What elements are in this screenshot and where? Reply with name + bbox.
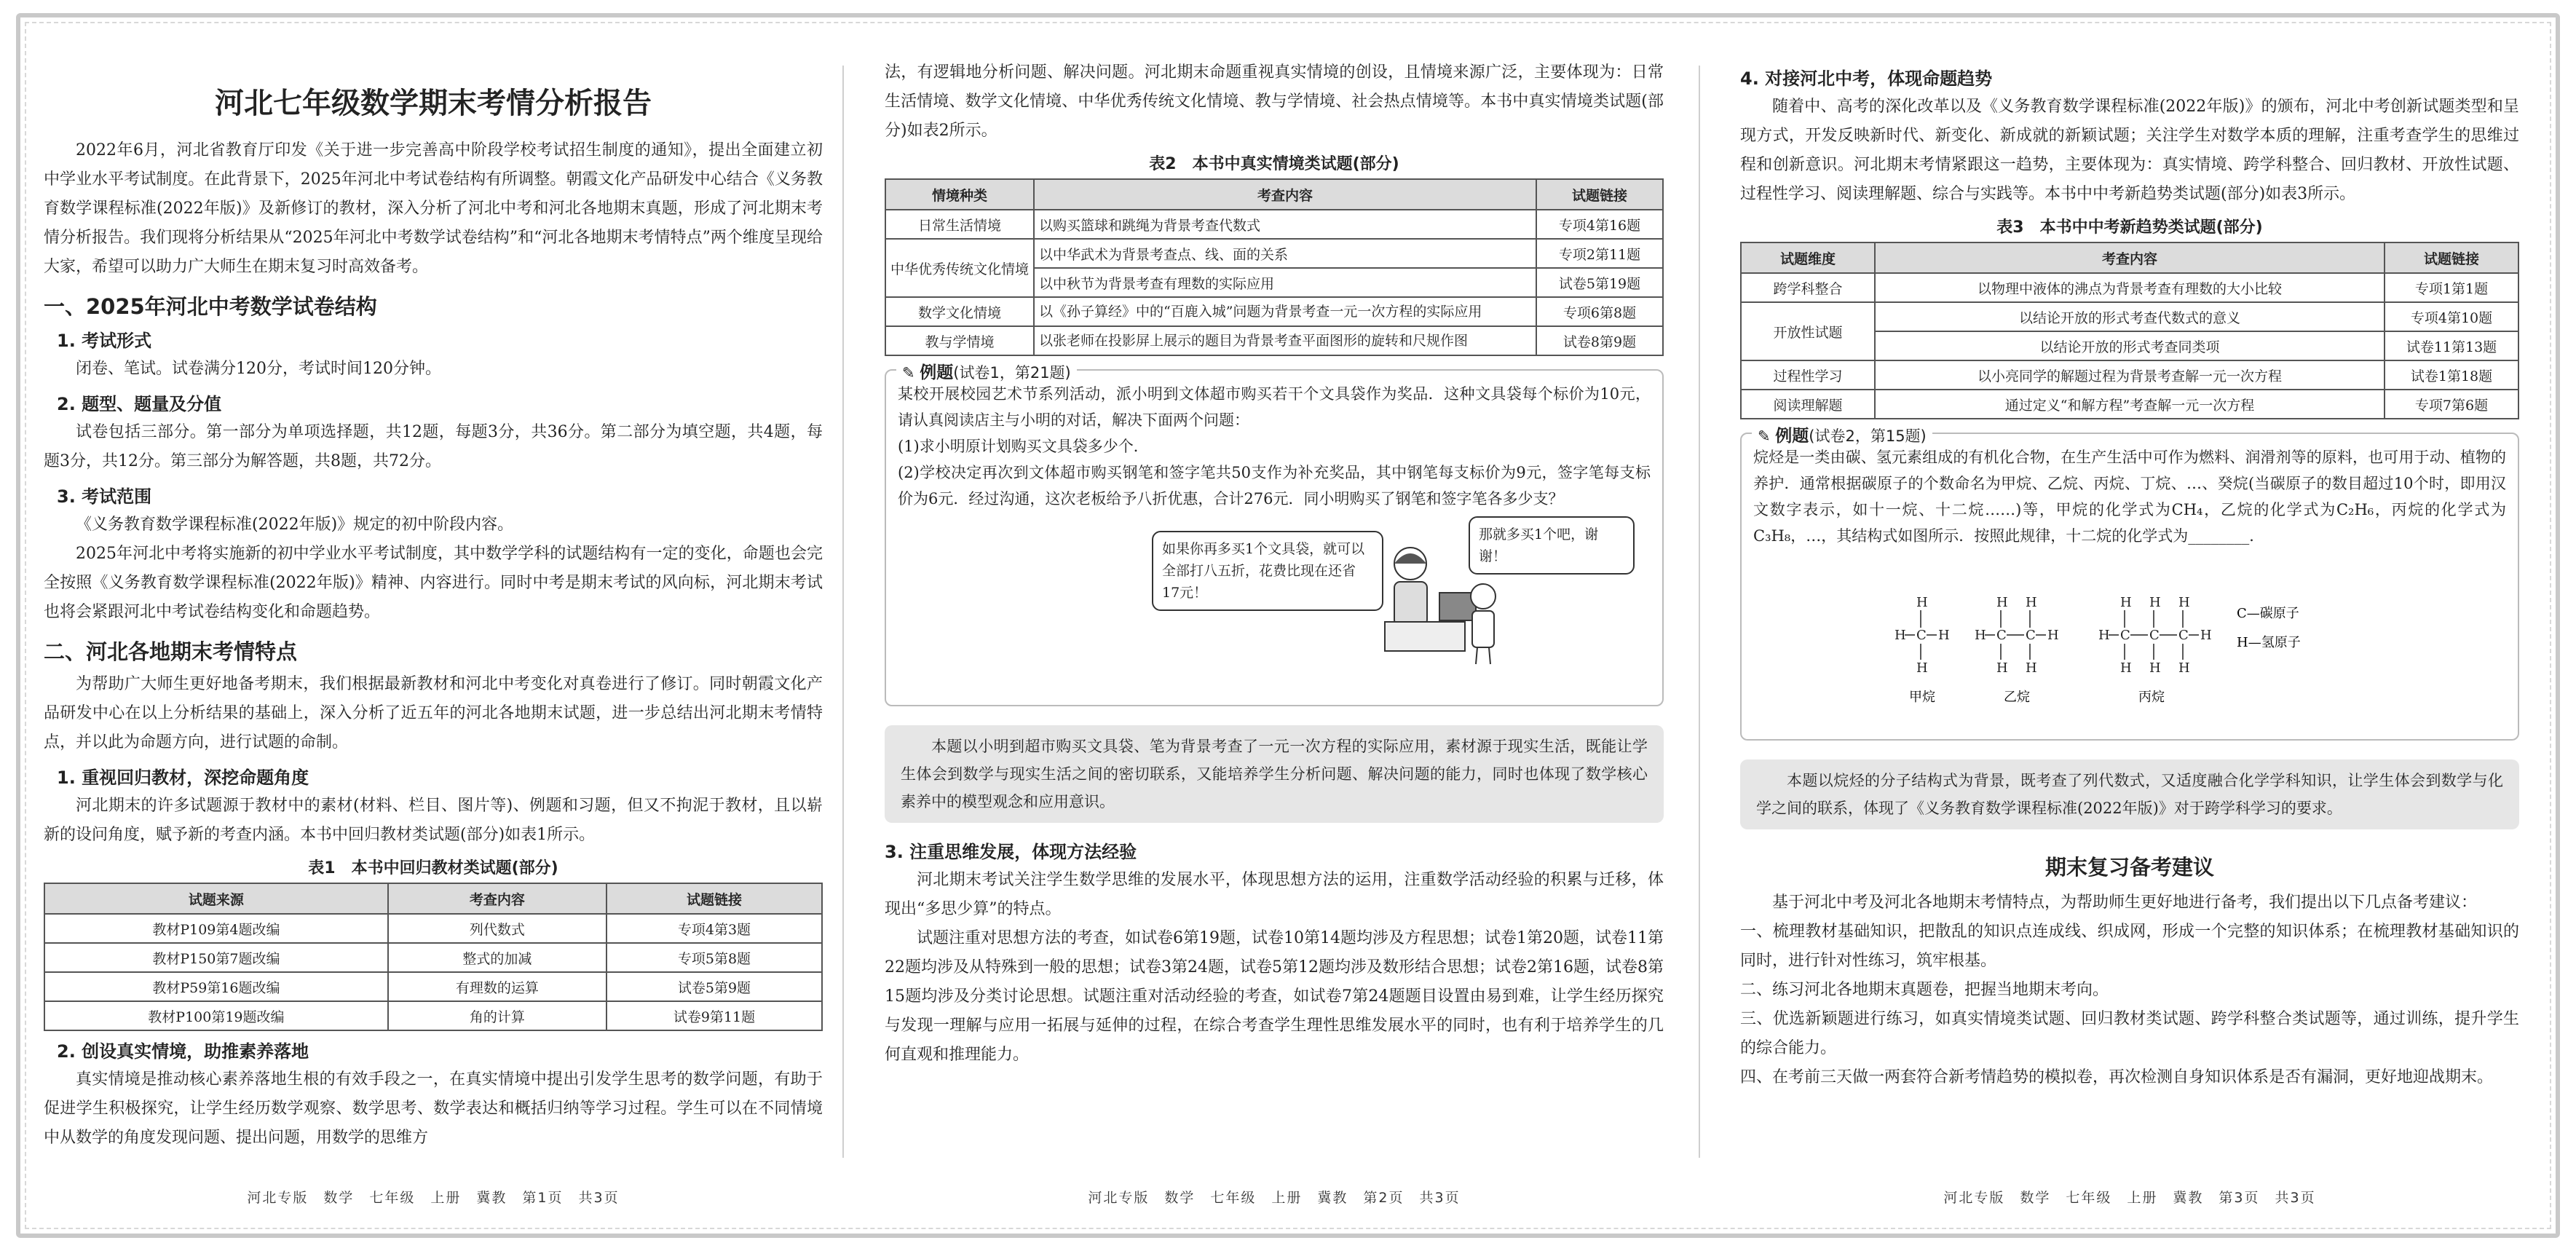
example-question: (1)求小明原计划购买文具袋多少个． [898, 438, 1149, 455]
svg-text:H: H [2149, 660, 2161, 676]
example-text: 某校开展校园艺术节系列活动，派小明到文体超市购买若干个文具袋作为奖品．这种文具袋每个标价为10元，请认真阅读店主与小明的对话，解决下面两个问题： [898, 385, 1651, 429]
table-cell: 日常生活情境 [885, 210, 1034, 239]
table-cell: 通过定义“和解方程”考查解一元一次方程 [1875, 390, 2385, 419]
table-row [1741, 302, 2518, 331]
example-label: ✎ 例题(试卷2，第15题) [1752, 422, 1932, 446]
subsection-heading: 2. 创设真实情境，助推素养落地 [57, 1041, 309, 1062]
speech-bubble: 那就多买1个吧，谢谢！ [1469, 516, 1635, 575]
svg-text:C: C [2149, 628, 2160, 643]
example-box [885, 363, 1664, 706]
section-heading: 二、河北各地期末考情特点 [44, 639, 298, 664]
table-cell: 以购买篮球和跳绳为背景考查代数式 [1034, 210, 1536, 239]
paragraph: 试卷包括三部分。第一部分为单项选择题，共12题，每题3分，共36分。第二部分为填空题，共4题，每题3分，共12分。第三部分为解答题，共8题，共72分。 [44, 423, 823, 470]
svg-text:H: H [2200, 628, 2212, 643]
svg-text:H: H [2178, 660, 2190, 676]
svg-text:H: H [2120, 595, 2132, 610]
page-1-column [44, 58, 823, 1158]
table-cell: 试卷11第13题 [2385, 331, 2518, 360]
document-title: 河北七年级数学期末考情分析报告 [215, 87, 652, 120]
svg-text:C: C [2178, 628, 2189, 643]
molecule-name: 丙烷 [2138, 690, 2165, 705]
svg-text:H: H [1916, 595, 1928, 610]
svg-text:C: C [1996, 628, 2007, 643]
svg-text:H: H [2149, 595, 2161, 610]
example-text: 烷烃是一类由碳、氢元素组成的有机化合物，在生产生活中可作为燃料、润滑剂等的原料，也可用于动、植物的养护．通常根据碳原子的个数命名为甲烷、乙烷、丙烷、丁烷、…、癸烷(当碳原子的数目超过10个时，即用汉文数字表示，如十一烷、十二烷……)等，甲烷的化学式为CH₄，乙烷的化学式为C₂H₆，丙烷的化学式为C₃H₈，…，其结构式如图所示．按照此规律，十二烷的化学式为________． [1753, 449, 2506, 545]
svg-text:H: H [2178, 595, 2190, 610]
svg-text:H: H [1996, 595, 2008, 610]
table-row [44, 1001, 822, 1030]
table-caption: 表2 本书中真实情境类试题(部分) [1149, 155, 1399, 173]
svg-text:H: H [2026, 595, 2037, 610]
table-cell: 角的计算 [388, 1001, 607, 1030]
table-cell: 专项5第8题 [607, 943, 822, 972]
table-cell: 专项4第10题 [2385, 302, 2518, 331]
paragraph: 《义务教育数学课程标准(2022年版)》规定的初中阶段内容。 [76, 516, 514, 534]
svg-text:H: H [2098, 628, 2110, 643]
paragraph: 闭卷、笔试。试卷满分120分，考试时间120分钟。 [76, 360, 441, 378]
intro-paragraph: 2022年6月，河北省教育厅印发《关于进一步完善高中阶段学校考试招生制度的通知》，提出全面建立初中学业水平考试制度。在此背景下，2025年河北中考试卷结构有所调整。朝霞文化产品研发中心结合《义务教育数学课程标准(2022年版)》及新修订的教材，深入分析了河北中考和河北各地期末真题，形成了河北期末考情分析报告。我们现将分析结果从“2025年河北中考数学试卷结构”和“河北各地期末考情特点”两个维度呈现给大家，希望可以助力广大师生在期末复习时高效备考。 [44, 141, 823, 276]
table-row [44, 943, 822, 972]
table-cell: 专项4第3题 [607, 914, 822, 943]
table-cell: 专项2第11题 [1536, 239, 1663, 268]
example-icon: ✎ [1758, 427, 1776, 445]
table-caption: 表1 本书中回归教材类试题(部分) [308, 859, 558, 877]
table-cell: 教材P109第4题改编 [44, 914, 388, 943]
table-cell: 中华优秀传统文化情境 [885, 239, 1034, 297]
example-label: ✎ 例题(试卷1，第21题) [896, 359, 1077, 383]
column-divider [1699, 66, 1700, 1158]
table-cell: 专项4第16题 [1536, 210, 1663, 239]
subsection-heading: 3. 注重思维发展，体现方法经验 [885, 842, 1137, 862]
table-cell: 试卷8第9题 [1536, 326, 1663, 355]
subsection-heading: 1. 考试形式 [57, 331, 152, 351]
example-question: (2)学校决定再次到文体超市购买钢笔和签字笔共50支作为补充奖品，其中钢笔每支标价为9元，签字笔每支标价为6元．经过沟通，这次老板给予八折优惠，合计276元．同小明购买了钢笔和签字笔各多少支？ [898, 464, 1651, 508]
table-cell: 试卷5第9题 [607, 972, 822, 1001]
table-cell: 教与学情境 [885, 326, 1034, 355]
table-cell: 专项6第8题 [1536, 297, 1663, 326]
analysis-note: 本题以小明到超市购买文具袋、笔为背景考查了一元一次方程的实际应用，素材源于现实生活，既能让学生体会到数学与现实生活之间的密切联系，又能培养学生分析问题、解决问题的能力，同时也体现了数学核心素养中的模型观念和应用意识。 [885, 725, 1664, 823]
advice-item: 三、优选新颖题进行练习，如真实情境类试题、回归教材类试题、跨学科整合类试题等，通过训练，提升学生的综合能力。 [1740, 1010, 2519, 1057]
table-cell: 有理数的运算 [388, 972, 607, 1001]
table-cell: 教材P59第16题改编 [44, 972, 388, 1001]
table-cell: 以小亮同学的解题过程为背景考查解一元一次方程 [1875, 360, 2385, 390]
table-row [885, 297, 1663, 326]
svg-text:C: C [2120, 628, 2130, 643]
page-footer: 河北专版 数学 七年级 上册 冀教 第2页 共3页 [1088, 1190, 1461, 1206]
table-row [885, 239, 1663, 268]
table-cell: 过程性学习 [1741, 360, 1875, 390]
table-row [44, 972, 822, 1001]
table-row [885, 326, 1663, 355]
molecule-structure-diagram [1895, 588, 2346, 712]
shop-scene-illustration [1381, 542, 1498, 666]
advice-item: 四、在考前三天做一两套符合新考情趋势的模拟卷，再次检测自身知识体系是否有漏洞，更好地迎战期末。 [1740, 1068, 2494, 1086]
paragraph: 为帮助广大师生更好地备考期末，我们根据最新教材和河北中考变化对真卷进行了修订。同时朝霞文化产品研发中心在以上分析结果的基础上，深入分析了近五年的河北各地期末试题，进一步总结出河北期末考情特点，并以此为命题方向，进行试题的命制。 [44, 675, 823, 751]
svg-text:H: H [2120, 660, 2132, 676]
subsection-heading: 2. 题型、题量及分值 [57, 394, 222, 414]
svg-text:H: H [2026, 660, 2037, 676]
page-footer: 河北专版 数学 七年级 上册 冀教 第1页 共3页 [247, 1190, 620, 1206]
paragraph: 2025年河北中考将实施新的初中学业水平考试制度，其中数学学科的试题结构有一定的变化，命题也会完全按照《义务教育数学课程标准(2022年版)》精神、内容进行。同时中考是期末考试的风向标，河北期末考试也将会紧跟河北中考试卷结构变化和命题趋势。 [44, 545, 823, 621]
section-heading: 一、2025年河北中考数学试卷结构 [44, 294, 377, 319]
svg-text:C: C [2026, 628, 2036, 643]
table-cell: 以中华武术为背景考查点、线、面的关系 [1034, 239, 1536, 268]
table-cell: 教材P150第7题改编 [44, 943, 388, 972]
speech-bubble: 如果你再多买1个文具袋，就可以全部打八五折，花费比现在还省17元！ [1152, 531, 1383, 611]
advice-title: 期末复习备考建议 [2044, 855, 2214, 880]
legend-carbon: C—碳原子 [2237, 606, 2299, 621]
advice-list [1740, 888, 2519, 1092]
table-cell: 教材P100第19题改编 [44, 1001, 388, 1030]
table-cell: 以《孙子算经》中的“百鹿入城”问题为背景考查一元一次方程的实际应用 [1034, 297, 1536, 326]
table-cell: 以结论开放的形式考查代数式的意义 [1875, 302, 2385, 331]
table-header: 试题链接 [1536, 179, 1663, 210]
paragraph: 河北期末的许多试题源于教材中的素材(材料、栏目、图片等)、例题和习题，但又不拘泥于教材，且以崭新的设问角度，赋予新的考查内涵。本书中回归教材类试题(部分)如表1所示。 [44, 797, 823, 844]
table-1 [44, 883, 823, 1031]
advice-intro: 基于河北中考及河北各地期末考情特点，为帮助师生更好地进行备考，我们提出以下几点备考建议： [1772, 893, 2478, 912]
page-3-column [1740, 58, 2519, 1158]
table-row [44, 914, 822, 943]
molecule-name: 乙烷 [2004, 690, 2030, 705]
svg-text:H: H [1916, 660, 1928, 676]
svg-text:H: H [1938, 628, 1950, 643]
page-2-column [885, 58, 1664, 1158]
svg-text:H: H [1975, 628, 1986, 643]
table-cell: 以结论开放的形式考查同类项 [1875, 331, 2385, 360]
molecule-name: 甲烷 [1909, 690, 1935, 705]
analysis-note: 本题以烷烃的分子结构式为背景，既考查了列代数式，又适度融合化学学科知识，让学生体会到数学与化学之间的联系，体现了《义务教育数学课程标准(2022年版)》对于跨学科学习的要求。 [1740, 759, 2519, 829]
table-row [1741, 360, 2518, 390]
table-caption: 表3 本书中中考新趋势类试题(部分) [1996, 218, 2263, 237]
column-divider [842, 66, 844, 1158]
subsection-heading: 1. 重视回归教材，深挖命题角度 [57, 767, 309, 788]
table-row [1741, 273, 2518, 302]
svg-text:H: H [2047, 628, 2059, 643]
table-2 [885, 178, 1664, 356]
example-icon: ✎ [902, 364, 920, 382]
table-cell: 以物理中液体的沸点为背景考查有理数的大小比较 [1875, 273, 2385, 302]
paragraph: 河北期末考试关注学生数学思维的发展水平，体现思想方法的运用，注重数学活动经验的积累与迁移，体现出“多思少算”的特点。 [885, 871, 1664, 918]
table-cell: 开放性试题 [1741, 302, 1875, 360]
table-header: 考查内容 [1034, 179, 1536, 210]
paragraph: 随着中、高考的深化改革以及《义务教育数学课程标准(2022年版)》的颁布，河北中考创新试题类型和呈现方式，开发反映新时代、新变化、新成就的新颖试题；关注学生对数学本质的理解，注重考查学生的思维过程和创新意识。河北期末考情紧跟这一趋势，主要体现为：真实情境、跨学科整合、回归教材、开放性试题、过程性学习、阅读理解题、综合与实践等。本书中中考新趋势类试题(部分)如表3所示。 [1740, 98, 2519, 203]
table-row [1741, 390, 2518, 419]
svg-text:C: C [1916, 628, 1927, 643]
table-3 [1740, 242, 2519, 419]
table-header: 试题来源 [44, 883, 388, 914]
table-cell: 数学文化情境 [885, 297, 1034, 326]
table-cell: 以张老师在投影屏上展示的题目为背景考查平面图形的旋转和尺规作图 [1034, 326, 1536, 355]
table-header: 试题链接 [2385, 242, 2518, 273]
svg-text:H: H [1996, 660, 2008, 676]
paragraph: 真实情境是推动核心素养落地生根的有效手段之一，在真实情境中提出引发学生思考的数学问题，有助于促进学生积极探究，让学生经历数学观察、数学思考、数学表达和概括归纳等学习过程。学生可以在不同情境中从数学的角度发现问题、提出问题，用数学的思维方 [44, 1070, 823, 1147]
table-cell: 专项1第1题 [2385, 273, 2518, 302]
table-header: 考查内容 [1875, 242, 2385, 273]
paragraph: 试题注重对思想方法的考查，如试卷6第19题，试卷10第14题均涉及方程思想；试卷1第20题，试卷11第22题均涉及从特殊到一般的思想；试卷3第24题，试卷5第12题均涉及数形结合思想；试卷2第16题，试卷8第15题均涉及分类讨论思想。试题注重对活动经验的考查，如试卷7第24题题目设置由易到难，让学生经历探究与发现一理解与应用一拓展与延伸的过程，在综合考查学生理性思维发展水平的同时，也有利于培养学生的几何直观和推理能力。 [885, 929, 1664, 1064]
example-box [1740, 427, 2519, 741]
table-cell: 阅读理解题 [1741, 390, 1875, 419]
table-header: 试题链接 [607, 883, 822, 914]
paragraph: 法，有逻辑地分析问题、解决问题。河北期末命题重视真实情境的创设，且情境来源广泛，主要体现为：日常生活情境、数学文化情境、中华优秀传统文化情境、教与学情境、社会热点情境等。本书中真实情境类试题(部分)如表2所示。 [885, 63, 1664, 140]
table-cell: 跨学科整合 [1741, 273, 1875, 302]
svg-text:H: H [1895, 628, 1906, 643]
table-header: 情境种类 [885, 179, 1034, 210]
table-header: 考查内容 [388, 883, 607, 914]
subsection-heading: 4. 对接河北中考，体现命题趋势 [1740, 68, 1993, 89]
page-footer: 河北专版 数学 七年级 上册 冀教 第3页 共3页 [1943, 1190, 2316, 1206]
table-row [885, 210, 1663, 239]
table-cell: 试卷5第19题 [1536, 268, 1663, 297]
subsection-heading: 3. 考试范围 [57, 486, 152, 507]
table-cell: 试卷9第11题 [607, 1001, 822, 1030]
table-header: 试题维度 [1741, 242, 1875, 273]
table-cell: 列代数式 [388, 914, 607, 943]
advice-item: 二、练习河北各地期末真题卷，把握当地期末考向。 [1740, 981, 2109, 999]
table-cell: 试卷1第18题 [2385, 360, 2518, 390]
table-cell: 整式的加减 [388, 943, 607, 972]
table-cell: 专项7第6题 [2385, 390, 2518, 419]
legend-hydrogen: H—氢原子 [2237, 635, 2301, 650]
table-cell: 以中秋节为背景考查有理数的实际应用 [1034, 268, 1536, 297]
advice-item: 一、梳理教材基础知识，把散乱的知识点连成线、织成网，形成一个完整的知识体系；在梳理教材基础知识的同时，进行针对性练习，筑牢根基。 [1740, 923, 2519, 970]
